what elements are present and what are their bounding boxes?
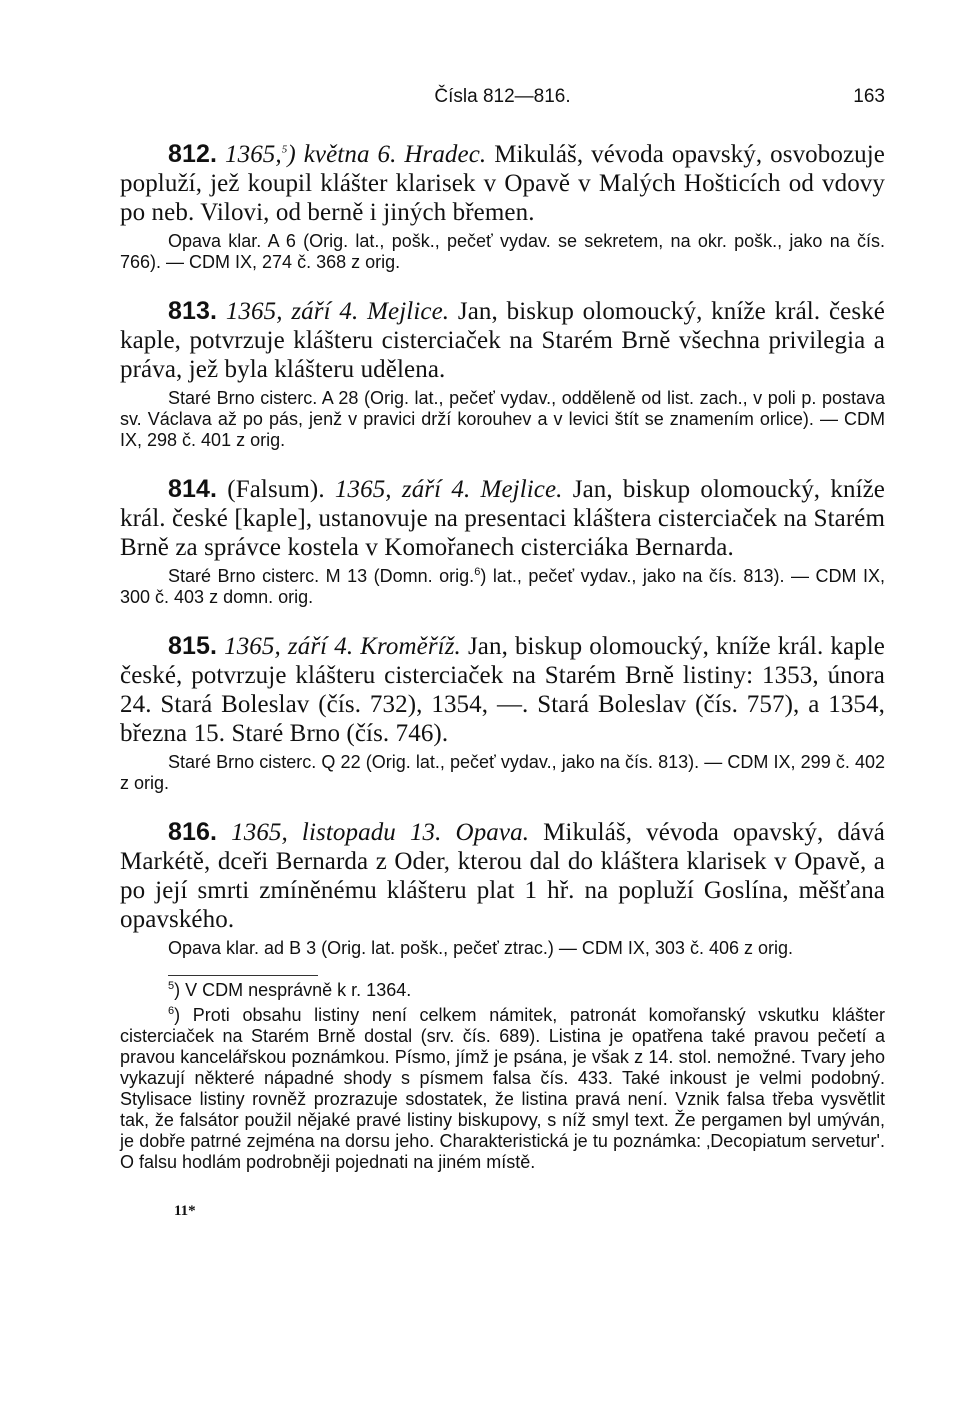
entry-date-year: 1365, (225, 141, 282, 168)
entry-archival-note (120, 566, 885, 608)
entry-archival-note: Staré Brno cisterc. A 28 (Orig. lat., pečeť vydav., odděleně od list. zach., v poli p. postava sv. Václava až po pás, jenž v pravici drží korouhev a v levici štít se znamením orlice). — CDM IX, 298 č. 401 z orig. (120, 388, 885, 450)
entry-text: Mikuláš, vévoda opavský, dává Markétě, dceři Bernarda z Oder, kterou dal do kláštera klarisek v Opavě, a po její smrti zmíněnému klášteru plat 1 hř. na popluží Goslína, měšťana opavského. (120, 819, 885, 933)
footnote-text: ) Proti obsahu listiny není celkem námitek, patronát komořanský vskutku klášter cisterciaček na Starém Brně dostal (srv. čís. 689). Listina je opatřena také pravou pečetí a pravou kancelářskou poznámkou. Písmo, jímž je psána, je však z 14. stol. nemožné. Tvary jeho vykazují některé nápadné shody s písmem falsa čís. 433. Také inkoust je velmi podobný. Stylisace listiny rovněž prozrazuje sdostatek, že listina pravá není. Vznik falsa třeba vysvětlit tak, že falsátor použil nějaké pravé listiny biskupovy, s níž smyl text. Že pergamen byl umýván, je dobře patrné zejména na dorsu jeho. Charakteristická je tu poznámka: ‚Decopiatum servetur'. O falsu hodlám podrobněji pojednati na jiném místě. (120, 1005, 885, 1172)
footnote-6 (120, 1005, 885, 1173)
entry-813 (120, 297, 885, 451)
entry-number: 814. (168, 475, 218, 503)
running-title: Čísla 812—816. (434, 86, 571, 107)
entry-815 (120, 632, 885, 794)
footnote-mark: 6 (168, 1005, 175, 1017)
note-part: Staré Brno cisterc. M 13 (Domn. orig. (168, 566, 475, 586)
footnote-5 (120, 980, 885, 1001)
entry-text: Mikuláš, vévoda opavský, osvobozuje popluží, jež koupil klášter klarisek v Opavě v Malých Hošticích od vdovy po neb. Vilovi, od berně i jiných břemen. (120, 141, 886, 226)
entry-archival-note: Opava klar. A 6 (Orig. lat., pošk., pečeť vydav. se sekretem, na okr. pošk., jako na čís. 766). — CDM IX, 274 č. 368 z orig. (120, 231, 885, 272)
entry-prefix: (Falsum). (217, 476, 335, 503)
entry-date (225, 141, 486, 168)
entry-date: 1365, září 4. Kroměříž. (224, 633, 461, 660)
footnote-ref: 6 (474, 566, 481, 578)
page-header (120, 86, 885, 116)
signature-mark: 11* (174, 1203, 196, 1219)
document-page (120, 86, 885, 1220)
entry-heading (120, 818, 885, 934)
footnote-mark: 5 (168, 980, 175, 992)
entry-number: 813. (168, 297, 218, 325)
entry-archival-note: Opava klar. ad B 3 (Orig. lat. pošk., pečeť ztrac.) — CDM IX, 303 č. 406 z orig. (168, 938, 793, 958)
entry-816 (120, 818, 885, 959)
entry-date: 1365, září 4. Mejlice. (334, 476, 563, 503)
entry-number: 815. (168, 632, 218, 660)
footnote-ref: 5 (281, 143, 288, 156)
entry-812 (120, 140, 885, 273)
footnote-text: ) V CDM nesprávně k r. 1364. (174, 980, 412, 1000)
entry-number: 812. (168, 140, 218, 168)
note-part: ) lat., pečeť vydav., jako na čís. 813). — CDM IX, 300 č. 403 z domn. orig. (120, 566, 885, 607)
entry-heading (120, 475, 885, 562)
entry-date: 1365, září 4. Mejlice. (225, 298, 450, 325)
entry-date-rest: ) května 6. Hradec. (287, 141, 487, 168)
entry-heading (120, 140, 885, 227)
entry-heading (120, 297, 885, 384)
footnote-divider (168, 975, 318, 976)
entry-date: 1365, listopadu 13. Opava. (231, 819, 530, 846)
entry-814 (120, 475, 885, 608)
entry-archival-note: Staré Brno cisterc. Q 22 (Orig. lat., pečeť vydav., jako na čís. 813). — CDM IX, 299 č. 402 z orig. (120, 752, 885, 793)
entry-text: Jan, biskup olomoucký, kníže král. české [kaple], ustanovuje na presentaci kláštera cisterciaček na Starém Brně za správce kostela v Komořanech cisterciáka Bernarda. (120, 476, 886, 561)
entry-text: Jan, biskup olomoucký, kníže král. české kaple, potvrzuje klášteru cisterciaček na Starém Brně všechna privilegia a práva, jež byla klášteru udělena. (120, 298, 885, 383)
entry-text: Jan, biskup olomoucký, kníže král. kaple české, potvrzuje klášteru cisterciaček na Starém Brně listiny: 1353, února 24. Stará Boleslav (čís. 732), 1354, —. Stará Boleslav (čís. 757), a 1354, března 15. Staré Brno (čís. 746). (120, 633, 886, 747)
entry-number: 816. (168, 818, 218, 846)
page-number: 163 (853, 86, 885, 107)
entry-heading (120, 632, 885, 748)
